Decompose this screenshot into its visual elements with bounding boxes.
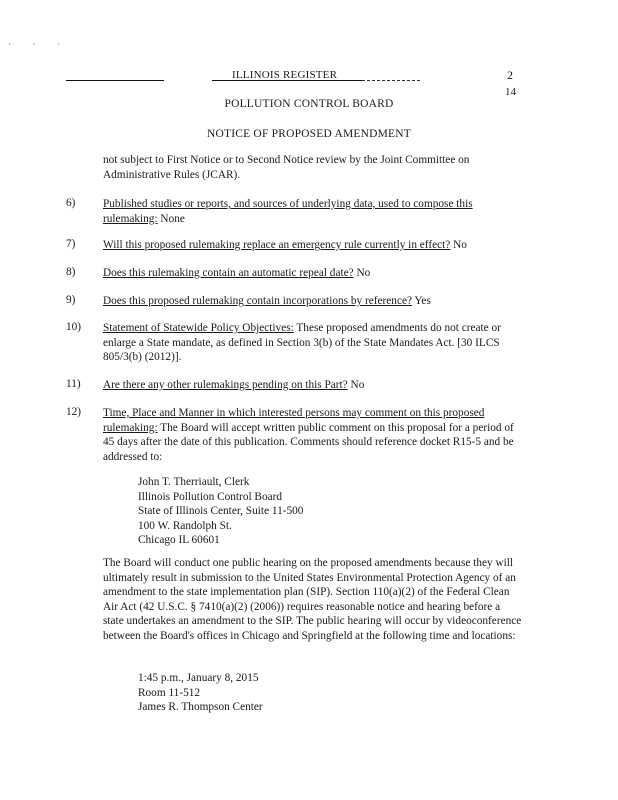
item-answer: Yes xyxy=(414,295,431,307)
item-6 xyxy=(103,197,523,226)
item-11 xyxy=(103,378,523,393)
item-answer: These proposed amendments do not create or enlarge a State mandate, as defined in Section 3(b) of the State Mandates Act. [30 ILCS 805/3(b) (2012)]. xyxy=(103,322,501,364)
address-line: Illinois Pollution Control Board xyxy=(138,490,283,503)
item-heading: Does this proposed rulemaking contain incorporations by reference? xyxy=(103,295,412,307)
item-number: 7) xyxy=(66,238,76,250)
item-7 xyxy=(103,238,523,253)
item-number: 10) xyxy=(66,321,82,333)
hearing-paragraph: The Board will conduct one public hearing on the proposed amendments because they will ultimately result in submission to the United States Environmental Protection Agency of an amendment to the state implementation plan (SIP). Section 110(a)(2) of the Federal Clean Air Act (42 U.S.C. § 7410(a)(2) (2006)) requires reasonable notice and hearing before a state undertakes an amendment to the SIP. The public hearing will occur by videoconference between the Board's offices in Chicago and Springfield at the following time and locations: xyxy=(103,557,522,642)
item-answer: No xyxy=(453,239,467,251)
item-answer: None xyxy=(160,212,185,225)
hearing-details xyxy=(138,671,263,715)
address-block xyxy=(138,475,303,548)
item-heading: Will this proposed rulemaking replace an emergency rule currently in effect? xyxy=(103,239,451,251)
item-heading: Does this rulemaking contain an automatic repeal date? xyxy=(103,267,354,279)
hearing-detail-line: James R. Thompson Center xyxy=(138,701,263,714)
item-answer: No xyxy=(356,267,371,279)
header-rule-left xyxy=(66,80,164,81)
page-sub-number: 14 xyxy=(505,86,516,98)
item-8 xyxy=(103,266,523,281)
register-title: ILLINOIS REGISTER xyxy=(232,69,338,81)
item-number: 9) xyxy=(66,294,76,306)
hearing-detail-line: 1:45 p.m., January 8, 2015 xyxy=(138,672,259,684)
item-heading: Are there any other rulemakings pending on this Part? xyxy=(103,379,348,391)
header-rule-mid xyxy=(212,80,362,81)
item-number: 8) xyxy=(66,266,76,278)
item-9 xyxy=(103,294,523,309)
item-number: 12) xyxy=(66,406,82,418)
item-heading: Published studies or reports, and sources of underlying data, used to compose this rulemaking: xyxy=(103,198,473,225)
scan-specks: · · · xyxy=(8,40,70,49)
address-line: State of Illinois Center, Suite 11-500 xyxy=(138,505,304,518)
item-number: 11) xyxy=(66,378,81,390)
address-line: John T. Therriault, Clerk xyxy=(138,476,250,488)
address-line: Chicago IL 60601 xyxy=(138,534,220,547)
item-12 xyxy=(103,406,523,464)
item-heading: Statement of Statewide Policy Objectives: xyxy=(103,322,294,334)
item-answer: The Board will accept written public comment on this proposal for a period of 45 days after the date of this publication. Comments should reference docket R15-5 and be addressed to: xyxy=(103,421,514,463)
header-rule-dashed xyxy=(362,80,420,81)
agency-name: POLLUTION CONTROL BOARD xyxy=(224,98,394,110)
item-answer: No xyxy=(350,379,365,391)
address-line: 100 W. Randolph St. xyxy=(138,519,232,532)
page-number: 2 xyxy=(507,68,513,82)
item-10 xyxy=(103,321,523,365)
item-number: 6) xyxy=(66,197,76,209)
item-heading: Time, Place and Manner in which interested persons may comment on this proposed rulemaking: xyxy=(103,407,485,434)
intro-continuation: not subject to First Notice or to Second Notice review by the Joint Committee on Administrative Rules (JCAR). xyxy=(103,154,470,181)
hearing-detail-line: Room 11-512 xyxy=(138,686,201,699)
notice-title: NOTICE OF PROPOSED AMENDMENT xyxy=(207,128,411,140)
